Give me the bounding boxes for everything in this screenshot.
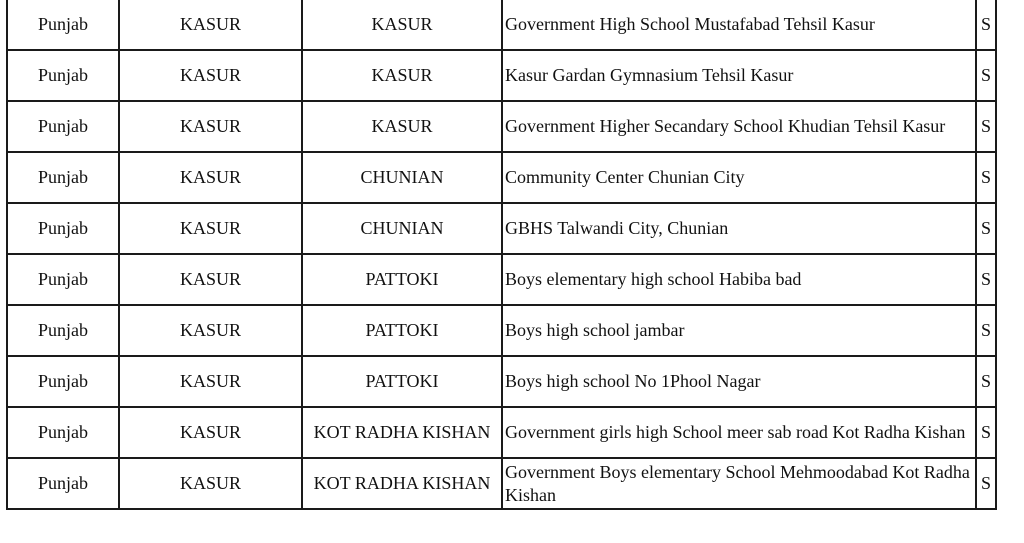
venue-cell: Government Higher Secandary School Khudian Tehsil Kasur — [502, 101, 976, 152]
table-row — [7, 254, 996, 305]
district-cell: KASUR — [119, 356, 302, 407]
province-cell: Punjab — [7, 356, 119, 407]
table-row — [7, 305, 996, 356]
truncated-cell: S — [976, 0, 996, 50]
truncated-cell: S — [976, 254, 996, 305]
district-cell: KASUR — [119, 152, 302, 203]
truncated-cell: S — [976, 356, 996, 407]
table-body — [7, 0, 996, 509]
province-cell: Punjab — [7, 50, 119, 101]
venue-cell: Government girls high School meer sab road Kot Radha Kishan — [502, 407, 976, 458]
province-cell: Punjab — [7, 407, 119, 458]
venue-cell: Boys high school jambar — [502, 305, 976, 356]
province-cell: Punjab — [7, 458, 119, 509]
venue-table — [6, 0, 997, 510]
tehsil-cell: CHUNIAN — [302, 203, 502, 254]
tehsil-cell: KASUR — [302, 50, 502, 101]
venue-cell: GBHS Talwandi City, Chunian — [502, 203, 976, 254]
district-cell: KASUR — [119, 305, 302, 356]
table-row — [7, 152, 996, 203]
district-cell: KASUR — [119, 101, 302, 152]
district-cell: KASUR — [119, 203, 302, 254]
table-row — [7, 407, 996, 458]
district-cell: KASUR — [119, 458, 302, 509]
tehsil-cell: PATTOKI — [302, 305, 502, 356]
venue-cell: Boys high school No 1Phool Nagar — [502, 356, 976, 407]
table-row — [7, 356, 996, 407]
tehsil-cell: KASUR — [302, 0, 502, 50]
truncated-cell: S — [976, 407, 996, 458]
truncated-cell: S — [976, 305, 996, 356]
truncated-cell: S — [976, 152, 996, 203]
tehsil-cell: KOT RADHA KISHAN — [302, 458, 502, 509]
district-cell: KASUR — [119, 0, 302, 50]
table-row — [7, 203, 996, 254]
province-cell: Punjab — [7, 0, 119, 50]
table-row — [7, 50, 996, 101]
tehsil-cell: PATTOKI — [302, 356, 502, 407]
venue-cell: Community Center Chunian City — [502, 152, 976, 203]
province-cell: Punjab — [7, 203, 119, 254]
venue-cell: Boys elementary high school Habiba bad — [502, 254, 976, 305]
district-cell: KASUR — [119, 407, 302, 458]
province-cell: Punjab — [7, 254, 119, 305]
tehsil-cell: KASUR — [302, 101, 502, 152]
province-cell: Punjab — [7, 305, 119, 356]
tehsil-cell: PATTOKI — [302, 254, 502, 305]
table-row — [7, 0, 996, 50]
truncated-cell: S — [976, 101, 996, 152]
province-cell: Punjab — [7, 101, 119, 152]
table-row — [7, 458, 996, 509]
table-row — [7, 101, 996, 152]
venue-cell: Kasur Gardan Gymnasium Tehsil Kasur — [502, 50, 976, 101]
tehsil-cell: KOT RADHA KISHAN — [302, 407, 502, 458]
tehsil-cell: CHUNIAN — [302, 152, 502, 203]
venue-cell: Government High School Mustafabad Tehsil Kasur — [502, 0, 976, 50]
truncated-cell: S — [976, 203, 996, 254]
district-cell: KASUR — [119, 50, 302, 101]
truncated-cell: S — [976, 50, 996, 101]
district-cell: KASUR — [119, 254, 302, 305]
truncated-cell: S — [976, 458, 996, 509]
venue-cell: Government Boys elementary School Mehmoodabad Kot Radha Kishan — [502, 458, 976, 509]
province-cell: Punjab — [7, 152, 119, 203]
